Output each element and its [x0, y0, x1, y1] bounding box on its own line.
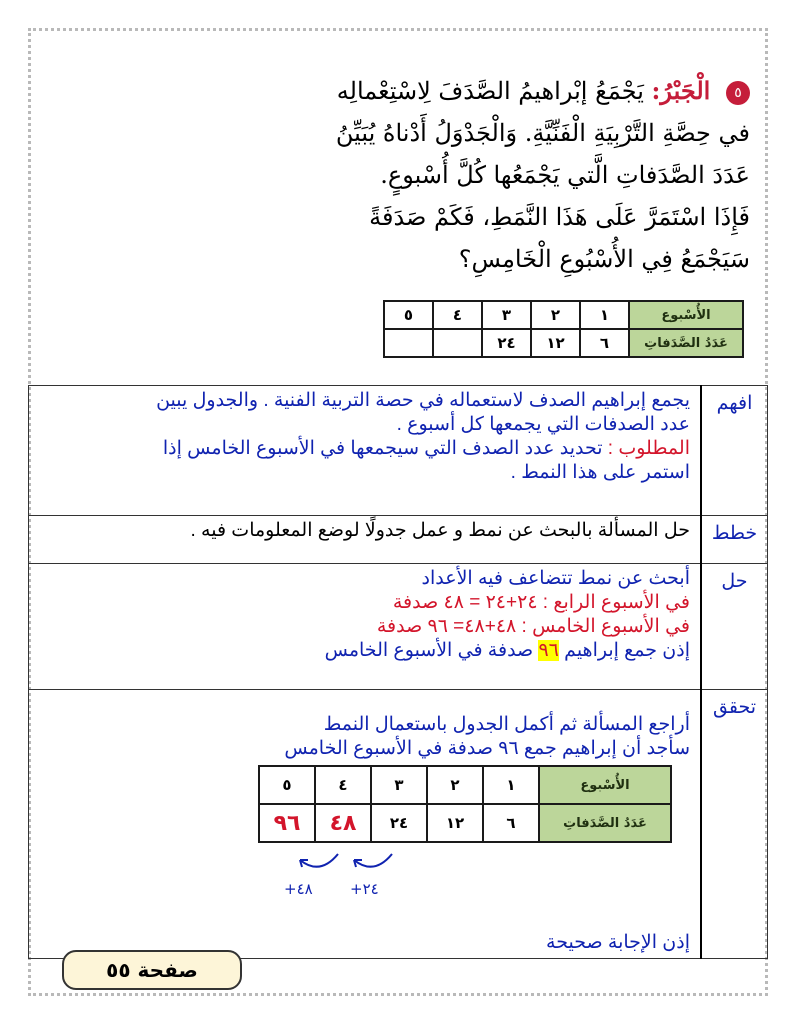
week-cell: ٣	[482, 301, 531, 329]
completed-weeks-table	[258, 765, 672, 843]
week-cell: ٢	[427, 766, 483, 804]
solve-answer	[37, 639, 690, 663]
problem-keyword: الْجَبْرُ:	[651, 76, 711, 105]
week-cell: ١	[580, 301, 629, 329]
problem-line: عَدَدَ الصَّدَفاتِ الَّتي يَجْمَعُها كُلَّ أُسْبوعٍ.	[380, 161, 750, 189]
solve-line: في الأسبوع الخامس : ٤٨+٤٨= ٩٦ صدفة	[376, 616, 690, 637]
required-line	[37, 437, 690, 461]
step-label-b: +٤٨	[284, 880, 313, 898]
count-cell	[433, 329, 482, 357]
required-text: استمر على هذا النمط .	[510, 462, 690, 483]
page-number-badge: صفحة ٥٥	[62, 950, 242, 990]
week-header: الأُسْبوع	[539, 766, 671, 804]
count-cell: ٦	[580, 329, 629, 357]
problem-line: يَجْمَعُ إبْراهيمُ الصَّدَفَ لِاسْتِعْمالِه	[336, 77, 644, 105]
curved-arrows-icon	[270, 850, 420, 880]
understand-line: يجمع إبراهيم الصدف لاستعماله في حصة التربية الفنية . والجدول يبين	[156, 390, 690, 411]
step-content	[29, 564, 702, 690]
problem-statement	[190, 70, 750, 280]
problem-line: في حِصَّةِ التَّرْبِيَةِ الْفَنِّيَّةِ. وَالْجَدْوَلُ أَدْناهُ يُبَيِّنُ	[335, 119, 750, 147]
step-content	[29, 386, 702, 516]
week-cell: ٣	[371, 766, 427, 804]
step-label-a: +٢٤	[350, 880, 379, 898]
count-cell: ٢٤	[371, 804, 427, 842]
count-cell	[384, 329, 433, 357]
step-row-plan	[29, 516, 768, 564]
required-label: المطلوب :	[607, 438, 690, 459]
step-label: افهم	[701, 386, 768, 516]
step-content: حل المسألة بالبحث عن نمط و عمل جدولًا لوضع المعلومات فيه .	[29, 516, 702, 564]
problem-line: سَيَجْمَعُ فِي الأُسْبُوعِ الْخَامِسِ؟	[458, 245, 750, 273]
check-line: أراجع المسألة ثم أكمل الجدول باستعمال النمط	[323, 714, 690, 735]
check-line: سأجد أن إبراهيم جمع ٩٦ صدفة في الأسبوع الخامس	[284, 738, 690, 759]
count-header: عَدَدُ الصَّدَفاتِ	[629, 329, 743, 357]
pattern-arrows	[270, 850, 420, 902]
count-cell: ٩٦	[259, 804, 315, 842]
weeks-table	[383, 300, 744, 358]
count-cell: ١٢	[427, 804, 483, 842]
week-cell: ٥	[384, 301, 433, 329]
problem-line: فَإِذَا اسْتَمَرَّ عَلَى هَذَا النَّمَطِ، فَكَمْ صَدَفَةً	[369, 203, 750, 231]
solve-line: في الأسبوع الرابع : ٢٤+٢٤ = ٤٨ صدفة	[392, 592, 690, 613]
answer-text: إذن جمع إبراهيم	[564, 640, 690, 661]
required-text: تحديد عدد الصدف التي سيجمعها في الأسبوع الخامس إذا	[162, 438, 603, 459]
problem-number: ٥	[726, 81, 750, 105]
week-cell: ٤	[433, 301, 482, 329]
week-cell: ٥	[259, 766, 315, 804]
count-cell: ٦	[483, 804, 539, 842]
step-label: تحقق	[701, 690, 768, 959]
step-row-solve	[29, 564, 768, 690]
understand-line: عدد الصدفات التي يجمعها كل أسبوع .	[396, 414, 690, 435]
answer-text: صدفة في الأسبوع الخامس	[324, 640, 534, 661]
count-header: عَدَدُ الصَّدَفاتِ	[539, 804, 671, 842]
count-cell: ٤٨	[315, 804, 371, 842]
week-cell: ١	[483, 766, 539, 804]
week-header: الأُسْبوع	[629, 301, 743, 329]
check-conclusion: إذن الإجابة صحيحة	[546, 932, 690, 953]
step-row-understand	[29, 386, 768, 516]
count-cell: ٢٤	[482, 329, 531, 357]
week-cell: ٤	[315, 766, 371, 804]
step-label: خطط	[701, 516, 768, 564]
count-cell: ١٢	[531, 329, 580, 357]
answer-highlight: ٩٦	[538, 640, 559, 661]
step-label: حل	[701, 564, 768, 690]
week-cell: ٢	[531, 301, 580, 329]
solve-line: أبحث عن نمط تتضاعف فيه الأعداد	[421, 568, 690, 589]
